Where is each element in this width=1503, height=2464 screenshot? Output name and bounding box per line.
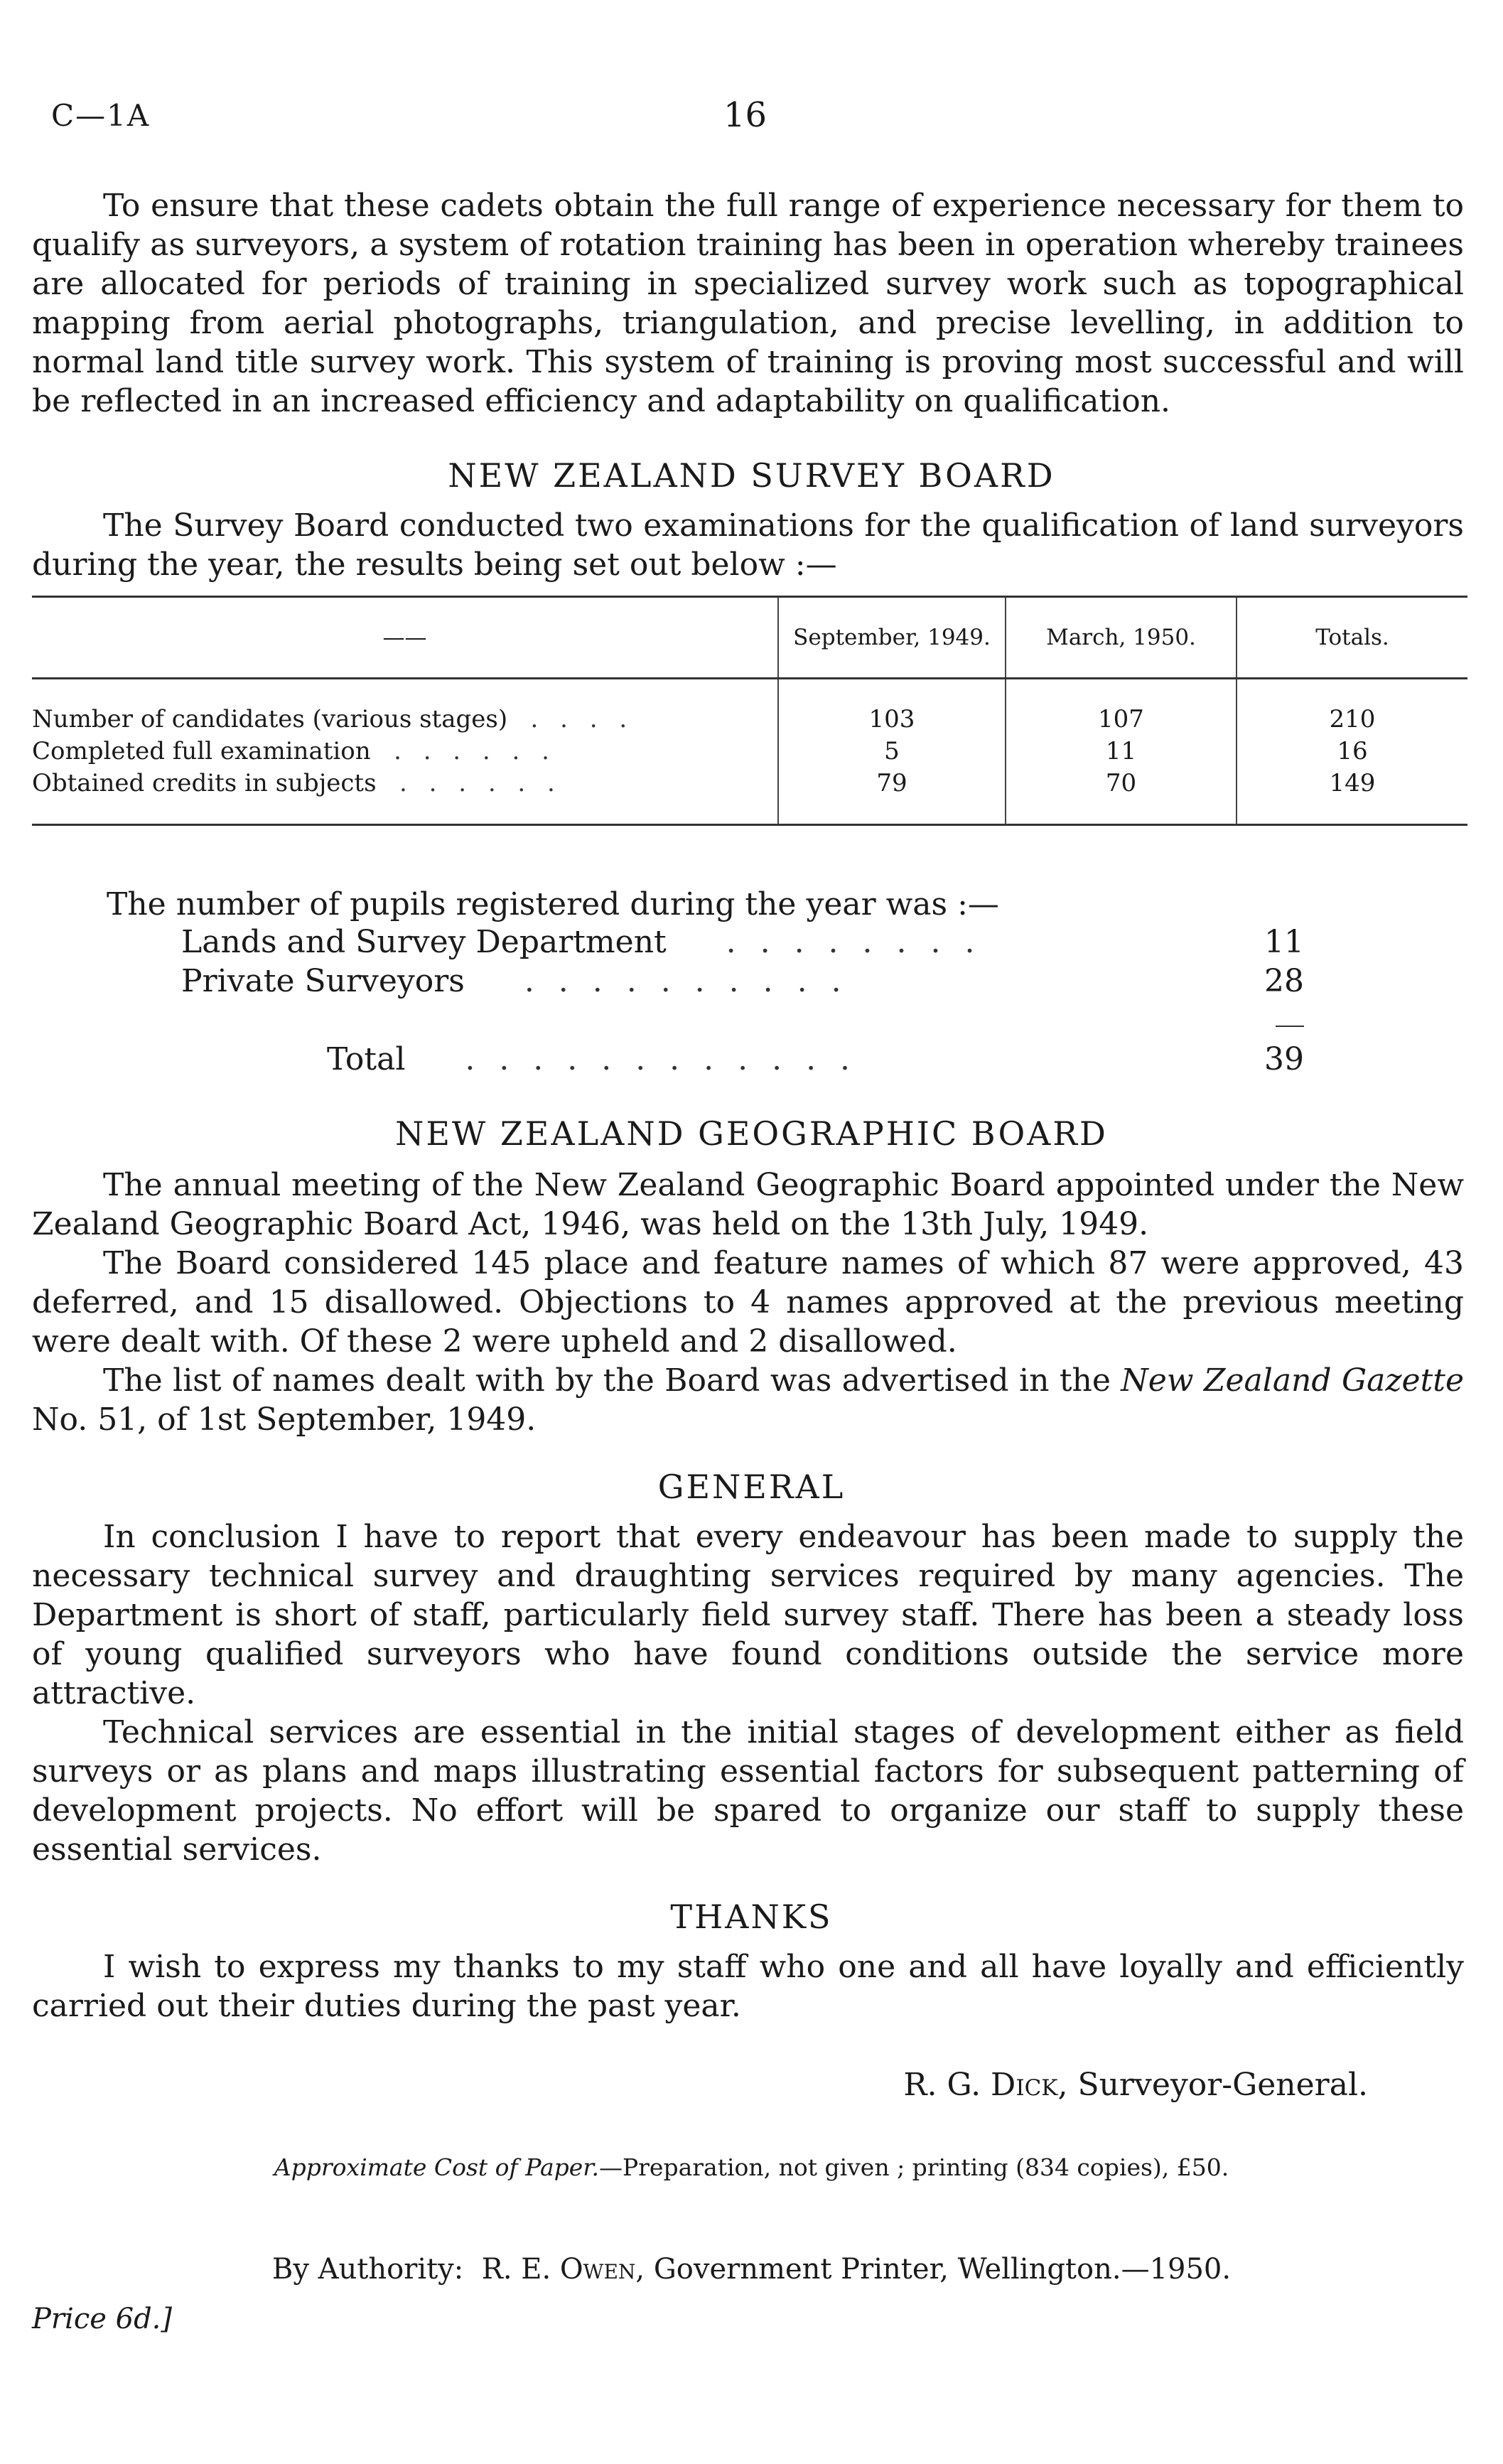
row-label: Obtained credits in subjects . . . . . . [32, 768, 778, 825]
pupils-intro: The number of pupils registered during the year was :— [107, 886, 999, 922]
table-cell: 149 [1237, 768, 1467, 825]
stub-header: —— [32, 597, 778, 679]
general-p1: In conclusion I have to report that every endeavour has been made to supply the necessary technical survey and draughting services required by many agencies. The Department is short of staff, particularly field survey staff. There has been a steady loss of young qualified surveyors who have found conditions outside the service more attractive. [32, 1519, 1464, 1711]
table-cell: 16 [1237, 736, 1467, 768]
row-label: Number of candidates (various stages) . . . . [32, 705, 635, 733]
geographic-board-heading: NEW ZEALAND GEOGRAPHIC BOARD [395, 1114, 1108, 1153]
total-rule [1276, 1026, 1304, 1027]
price: Price 6d.] [32, 2303, 172, 2335]
cost-of-paper: Approximate Cost of Paper.—Preparation, not given ; printing (834 copies), £50. [274, 2153, 1229, 2181]
table-cell: 70 [1006, 768, 1237, 825]
table-cell: 210 [1237, 679, 1467, 736]
table-cell: 11 [1006, 736, 1237, 768]
authority-line: By Authority: R. E. Owen, Government Printer, Wellington.—1950. [271, 2253, 1232, 2286]
column-header: March, 1950. [1006, 597, 1237, 679]
thanks-paragraph: I wish to express my thanks to my staff who one and all have loyally and efficiently carried out their duties during the past year. [32, 1949, 1464, 2024]
survey-board-heading: NEW ZEALAND SURVEY BOARD [448, 456, 1055, 495]
pupils-total-value: 39 [1264, 1041, 1304, 1077]
pupils-value-private: 28 [1264, 963, 1304, 999]
table-cell: 103 [778, 679, 1006, 736]
general-p2: Technical services are essential in the initial stages of development either as field surveys or as plans and maps illustrating essential factors for subsequent patterning of development projects. No effort will be spared to organize our staff to supply these essential services. [32, 1714, 1464, 1868]
row-label: Completed full examination . . . . . . [32, 737, 556, 765]
pupils-value-lands: 11 [1264, 924, 1304, 960]
table-row [32, 679, 1467, 736]
geographic-board-p2: The Board considered 145 place and feature names of which 87 were approved, 43 deferred, and 15 disallowed. Objections to 4 names approved at the previous meeting were dealt with. Of these 2 were upheld and 2 disallowed. [32, 1245, 1464, 1360]
survey-results-table [32, 596, 1467, 826]
table-row [32, 768, 1467, 825]
survey-board-paragraph: The Survey Board conducted two examinations for the qualification of land surveyors during the year, the results being set out below :— [32, 507, 1464, 583]
table-row [32, 736, 1467, 768]
table-cell: 79 [778, 768, 1006, 825]
geographic-board-p1: The annual meeting of the New Zealand Geographic Board appointed under the New Zealand Geographic Board Act, 1946, was held on the 13th July, 1949. [32, 1167, 1464, 1242]
geographic-board-p3: The list of names dealt with by the Board was advertised in the New Zealand Gazette No. 51, of 1st September, 1949. [32, 1362, 1464, 1438]
table-header-row [32, 597, 1467, 679]
pupils-total-row: Total . . . . . . . . . . . . [327, 1041, 858, 1077]
general-heading: GENERAL [657, 1468, 846, 1506]
column-header: Totals. [1237, 597, 1467, 679]
column-header: September, 1949. [778, 597, 1006, 679]
paper-reference: C—1A [51, 98, 151, 133]
intro-paragraph: To ensure that these cadets obtain the full range of experience necessary for them to qualify as surveyors, a system of rotation training has been in operation whereby trainees are allocated for periods of training in specialized survey work such as topographical mapping from aerial photographs, triangulation, and precise levelling, in addition to normal land title survey work. This system of training is proving most successful and will be reflected in an increased efficiency and adaptability on qualification. [32, 188, 1464, 419]
thanks-heading: THANKS [670, 1898, 833, 1936]
table-cell: 5 [778, 736, 1006, 768]
signature: R. G. Dick, Surveyor-General. [903, 2067, 1368, 2103]
table-cell: 107 [1006, 679, 1237, 736]
pupils-row-private: Private Surveyors . . . . . . . . . . [181, 963, 849, 999]
pupils-row-lands: Lands and Survey Department . . . . . . . . [181, 924, 982, 960]
page-number: 16 [723, 95, 767, 135]
